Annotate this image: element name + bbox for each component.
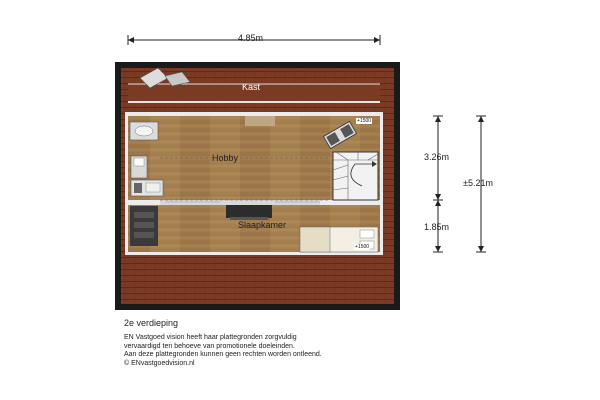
right-lower-label: 1.85m xyxy=(424,222,450,232)
room-label-hobby: Hobby xyxy=(212,153,239,163)
wardrobe-left xyxy=(130,206,158,246)
right-upper-label: 3.26m xyxy=(424,152,450,162)
disclaimer xyxy=(124,334,414,368)
disclaimer-line-4: © ENvastgoedvision.nl xyxy=(124,359,195,367)
knee-wall-right xyxy=(380,112,383,255)
room-label-slaapkamer: Slaapkamer xyxy=(238,220,287,230)
dresser xyxy=(226,205,272,218)
disclaimer-line-1: EN Vastgoed vision heeft haar plattegronden zorgvuldig xyxy=(124,334,297,341)
right-total-label: ±5.21m xyxy=(463,178,493,188)
knee-wall-top xyxy=(128,112,380,116)
height-mark-hobby: +1500 xyxy=(357,118,372,124)
knee-wall-bottom xyxy=(128,252,380,255)
disclaimer-line-2: vervaardigd ten behoeve van promotionele doeleinden. xyxy=(124,342,295,350)
floor-name: 2e verdieping xyxy=(124,318,179,328)
height-mark-slaapkamer: +1500 xyxy=(355,244,370,250)
disclaimer-line-3: Aan deze plattegronden kunnen geen rechten worden ontleend. xyxy=(124,351,322,358)
light-fixture xyxy=(245,116,275,126)
staircase xyxy=(333,152,378,200)
room-label-kast: Kast xyxy=(242,82,261,92)
knee-wall-left xyxy=(125,112,128,255)
top-width-label: 4.85m xyxy=(238,33,264,43)
